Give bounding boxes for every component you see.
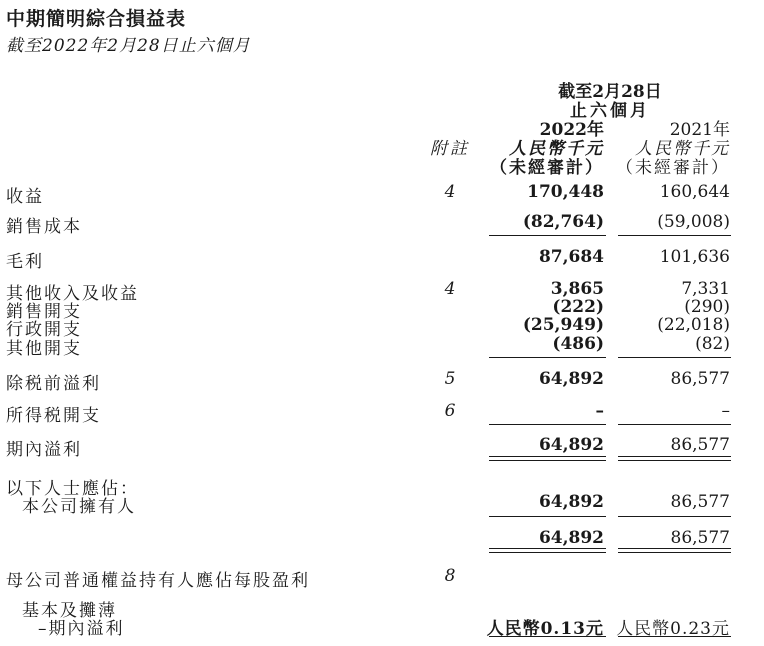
row-2022-profit-before-tax: 64,892 [538,369,604,389]
row-2022-eps: 人民幣0.13元 [486,619,604,639]
row-label-admin-expenses: 行政開支 [6,320,82,340]
row-label-other-income: 其他收入及收益 [6,284,139,304]
row-2021-profit-for-period: 86,577 [670,435,730,455]
row-2022-attributable-total: 64,892 [538,528,604,548]
rule-cost-of-sales-2022 [489,235,606,236]
row-2022-other-expenses: (486) [552,334,604,354]
rule-income-tax-2021 [618,424,731,425]
row-2021-other-expenses: (82) [695,334,730,354]
note-column-header: 附註 [430,139,470,159]
row-2021-cost-of-sales: (59,008) [657,212,730,232]
row-note-income-tax: 6 [444,401,456,421]
col-2022-year: 2022年 [539,120,604,140]
row-label-profit-before-tax: 除税前溢利 [6,374,101,394]
row-note-profit-before-tax: 5 [444,369,456,389]
rule-owners-2022 [489,516,606,517]
row-note-revenue: 4 [444,182,456,202]
row-label-gross-profit: 毛利 [6,252,44,272]
period-header-line2: 止六個月 [570,101,650,121]
row-label-eps-header: 母公司普通權益持有人應佔每股盈利 [6,571,310,591]
rule-cost-of-sales-2021 [618,235,731,236]
row-label-profit-for-period: 期內溢利 [6,440,82,460]
row-label-revenue: 收益 [6,187,44,207]
row-2022-other-income: 3,865 [550,279,604,299]
row-label-income-tax: 所得税開支 [6,406,101,426]
page-subtitle: 截至2022年2月28日止六個月 [6,36,251,56]
col-2021-unit: 人民幣千元 [635,139,730,159]
row-label-selling-expenses: 銷售開支 [6,302,82,322]
row-note-eps: 8 [444,566,456,586]
double-rule-profit-2022 [489,456,606,461]
row-label-attributable-to: 以下人士應佔： [6,479,139,499]
row-note-other-income: 4 [444,279,456,299]
row-label-owners: 本公司擁有人 [22,497,136,517]
rule-eps-2022 [489,636,606,637]
row-2021-owners: 86,577 [670,492,730,512]
rule-eps-2021 [618,636,731,637]
row-2022-revenue: 170,448 [527,182,604,202]
rule-income-tax-2022 [489,424,606,425]
rule-other-expenses-2021 [618,357,731,358]
row-2021-revenue: 160,644 [659,182,730,202]
page-title: 中期簡明綜合損益表 [6,8,187,30]
col-2021-status: （未經審計） [616,158,730,178]
col-2021-year: 2021年 [669,120,730,140]
row-label-eps-basic: 基本及攤薄 [22,601,117,621]
col-2022-unit: 人民幣千元 [509,139,604,159]
double-rule-profit-2021 [618,456,731,461]
row-2022-gross-profit: 87,684 [538,247,604,267]
row-2022-selling-expenses: (222) [552,297,604,317]
double-rule-attrib-2021 [618,548,731,553]
row-2021-selling-expenses: (290) [684,297,730,317]
row-2022-admin-expenses: (25,949) [522,315,604,335]
row-label-cost-of-sales: 銷售成本 [6,217,82,237]
double-rule-attrib-2022 [489,548,606,553]
row-2022-income-tax: – [595,401,604,421]
row-2021-profit-before-tax: 86,577 [670,369,730,389]
rule-owners-2021 [618,516,731,517]
row-2021-admin-expenses: (22,018) [657,315,730,335]
row-label-other-expenses: 其他開支 [6,339,82,359]
rule-other-expenses-2022 [489,357,606,358]
row-label-eps-profit: –期內溢利 [38,619,125,639]
row-2021-gross-profit: 101,636 [659,247,730,267]
row-2021-income-tax: – [721,401,730,421]
row-2021-other-income: 7,331 [681,279,730,299]
row-2022-profit-for-period: 64,892 [538,435,604,455]
row-2021-eps: 人民幣0.23元 [616,619,730,639]
row-2022-owners: 64,892 [538,492,604,512]
row-2021-attributable-total: 86,577 [670,528,730,548]
row-2022-cost-of-sales: (82,764) [522,212,604,232]
period-header-line1: 截至2月28日 [558,82,662,102]
col-2022-status: （未經審計） [490,158,604,178]
